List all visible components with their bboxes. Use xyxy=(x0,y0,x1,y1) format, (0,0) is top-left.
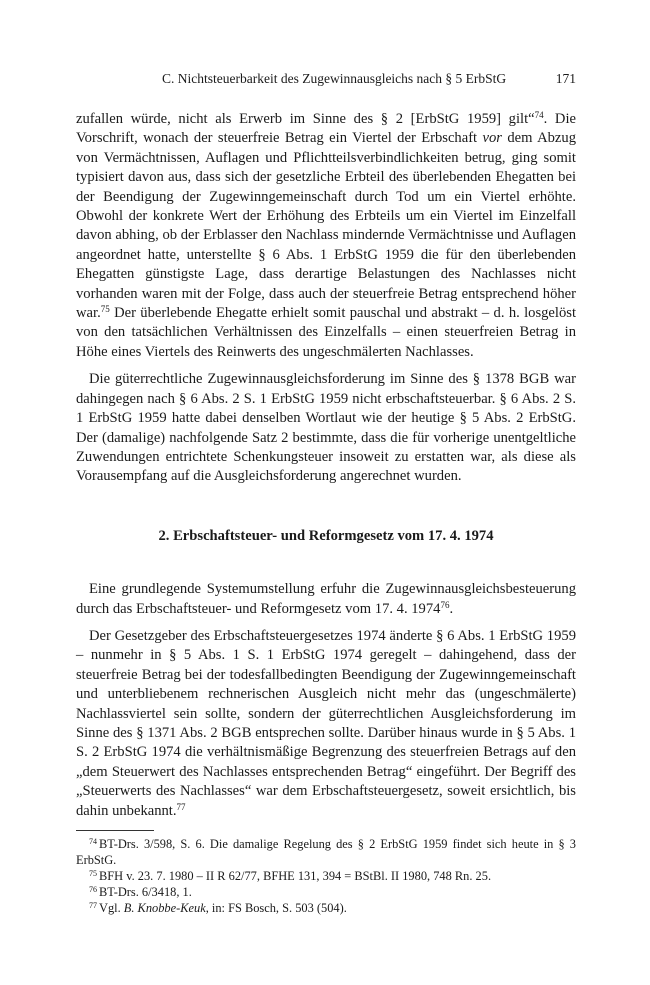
page-number: 171 xyxy=(555,71,576,86)
footnote xyxy=(76,836,576,868)
footnote-number: 74 xyxy=(89,837,97,846)
footnote-text: BFH v. 23. 7. 1980 – II R 62/77, BFHE 131, 394 = BStBl. II 1980, 748 Rn. 25. xyxy=(99,869,492,883)
footnote-ref[interactable]: 74 xyxy=(534,110,544,120)
footnote-text: Vgl. xyxy=(99,901,124,915)
section-heading: 2. Erbschaftsteuer- und Reformgesetz vom 17. 4. 1974 xyxy=(158,527,494,544)
paragraph xyxy=(76,580,576,619)
footnote-divider xyxy=(76,830,154,831)
footnote-text: , in: FS Bosch, S. 503 (504). xyxy=(205,901,347,915)
running-head-title: C. Nichtsteuerbarkeit des Zugewinnausgleichs nach § 5 ErbStG xyxy=(162,71,507,86)
text-run: Eine grundlegende Systemumstellung erfuhr die Zugewinnausgleichsbesteuerung durch das Erbschaftsteuer- und Reformgesetz vom 17. 4. 1974 xyxy=(76,581,576,617)
footnote-text: BT-Drs. 6/3418, 1. xyxy=(99,885,192,899)
footnote-number: 75 xyxy=(89,869,97,878)
text-run: Der Gesetzgeber des Erbschaftsteuergesetzes 1974 änderte § 6 Abs. 1 ErbStG 1959 – nunmehr in § 5 Abs. 1 S. 1 ErbStG 1974 geregelt – dahingehend, dass der steuerfreie Betrag bei der todesfallbedingten Beendigung der Zugewinngemeinschaft und unterbliebenem rechnerischen Ausgleich nicht mehr das (ungeschmälerte) Nachlassviertel sein sollte, sondern der güterrechtlichen Ausgleichsforderung im Sinne des § 1371 Abs. 2 BGB entsprechen sollte. Darüber hinaus wurde in § 5 Abs. 1 S. 2 ErbStG 1974 die verhältnismäßige Begrenzung des steuerfreien Betrags auf den „dem Steuerwert des Nachlasses entsprechenden Betrag“ eingeführt. Der Begriff des „Steuerwerts des Nachlasses“ war dem Erbschaftsteuergesetz, soweit ersichtlich, bis dahin unbekannt. xyxy=(76,627,576,819)
text-run: . Die Vorschrift, wonach der steuerfreie Betrag ein Viertel der Erbschaft xyxy=(76,111,576,147)
footnote-ref[interactable]: 75 xyxy=(100,304,110,315)
emphasis: vor xyxy=(482,130,502,147)
footnote-number: 76 xyxy=(89,885,97,894)
footnote-author: B. Knobbe-Keuk xyxy=(123,901,206,915)
paragraph xyxy=(76,110,576,362)
footnote-number: 77 xyxy=(89,901,97,910)
footnote xyxy=(76,884,576,900)
text-run: dem Abzug von Vermächtnissen, Auflagen und Pflichtteilsverbindlichkeiten betrug, ging somit typisiert davon aus, dass sich der gesetzliche Erbteil des überlebenden Ehegatten bei der Beendigung der Zugewinngemeinschaft durch Tod um ein Viertel erhöhte. Obwohl der konkrete Wert der Erhöhung des Erbteils um ein Viertel im Einzelfall davon abhing, ob der Erblasser den Nachlass mindernde Vermächtnisse und Auflagen angeordnet hatte, unterstellte § 6 Abs. 1 ErbStG 1959 die für den überlebenden Ehegatten günstigste Lage, dass derartige Belastungen des Nachlasses nicht vorhanden waren mit der Folge, dass auch der steuerfreie Betrag entsprechend höher war. xyxy=(76,130,576,322)
footnotes xyxy=(76,836,576,916)
footnote-ref[interactable]: 76 xyxy=(440,599,450,610)
text-run: Der überlebende Ehegatte erhielt somit pauschal und abstrakt – d. h. losgelöst von den tatsächlichen Verhältnissen des Einzelfalls – einen steuerfreien Betrag in Höhe eines Viertels des Reinwerts des ungeschmälerten Nachlasses. xyxy=(76,305,576,360)
footnote-ref[interactable]: 77 xyxy=(176,801,186,812)
paragraph xyxy=(76,627,576,821)
body-text xyxy=(76,110,576,821)
text-run: . xyxy=(449,600,454,617)
text-run: zufallen würde, nicht als Erwerb im Sinne des § 2 [ErbStG 1959] gilt“ xyxy=(76,111,535,127)
footnote xyxy=(76,900,576,916)
paragraph: Die güterrechtliche Zugewinnausgleichsforderung im Sinne des § 1378 BGB war dahingegen nach § 6 Abs. 2 S. 1 ErbStG 1959 nicht erbschaftsteuerbar. § 6 Abs. 2 S. 1 ErbStG 1959 hatte dabei denselben Wortlaut wie der heutige § 5 Abs. 2 ErbStG. Der (damalige) nachfolgende Satz 2 bestimmte, dass die für vorherige unentgeltliche Zuwendungen entrichtete Schenkungsteuer insoweit zu erstatten war, als diese als Vorausempfang auf die Ausgleichsforderung angerechnet wurden. xyxy=(76,371,576,485)
footnote-text: BT-Drs. 3/598, S. 6. Die damalige Regelung des § 2 ErbStG 1959 findet sich heute in § 3 ErbStG. xyxy=(76,837,576,867)
book-page xyxy=(76,0,576,985)
footnote xyxy=(76,868,576,884)
